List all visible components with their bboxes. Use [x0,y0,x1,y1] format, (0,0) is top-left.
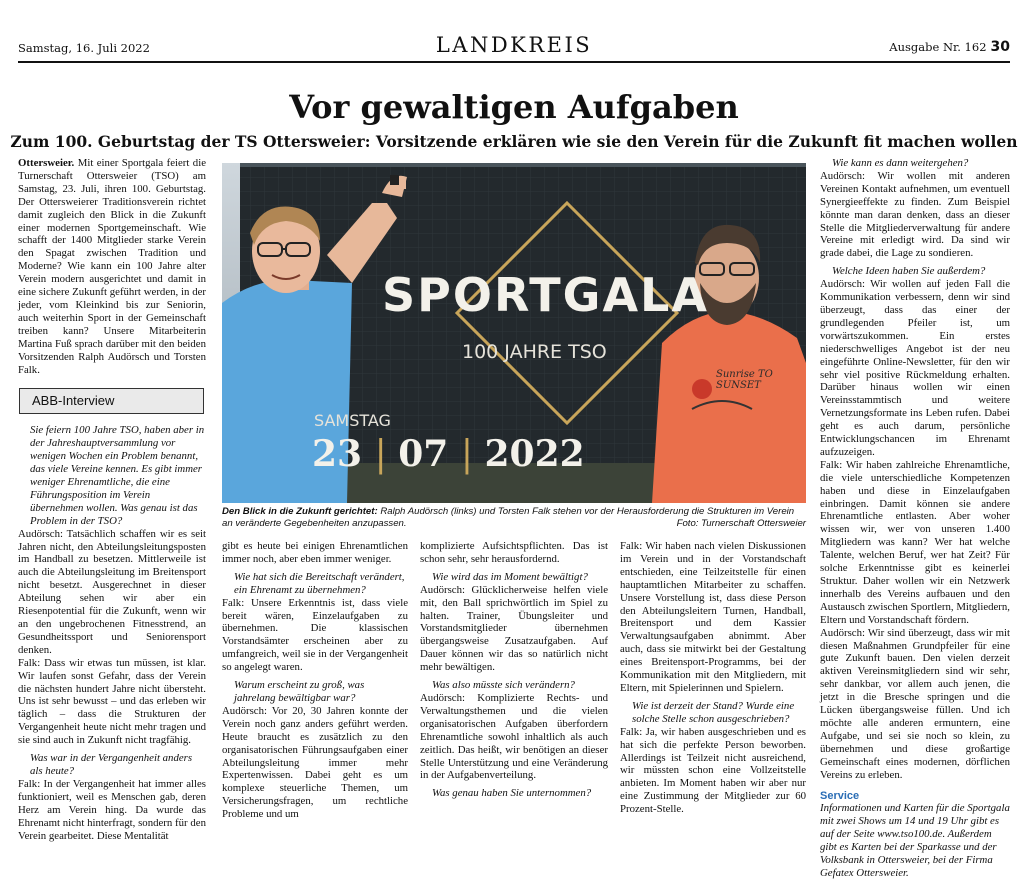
banner-date-month: 07 [398,433,449,475]
article-column-1 [18,157,206,842]
caption-text: Ralph Audörsch (links) und Torsten Falk stehen vor der Herausforderung die Strukturen im Verein an veränderte Gegebenheiten anzupassen. [222,506,795,529]
page-header [18,33,1010,59]
answer: Audörsch: Tatsächlich schaffen wir es seit Jahren nicht, den Abteilungsleitungsposten im Handball zu besetzen. Mittlerweile ist auch die Abteilungsleitung im Breitensport nicht besetzt. Ausgerechnet in dieser Abteilung sehen wir aber ein Riesenpotential für die Zukunft, wenn wir an den ungebrochenen Fitnesstrend, an Gesundheitssport und Seniorensport denken. [18,527,206,656]
answer: Falk: In der Vergangenheit hat immer alles funktioniert, weil es Menschen gab, deren Herz am Verein hing. Da wurde das Ehrenamt nicht hinterfragt, sondern für den Verein gearbeitet. Diese Mentalität [18,777,206,842]
answer: Audörsch: Vor 20, 30 Jahren konnte der Verein noch ganz anders geführt werden. Heute braucht es zusätzlich zu den organisatorischen Führungsaufgaben einer Abteilungsleitung immer mehr Expertenwissen. Dabei geht es um komplexe steuerliche Themen, um Versicherungsfragen, um rechtliche Probleme und um [222,704,408,821]
answer: Falk: Wir haben zahlreiche Ehrenamtliche, die viele unterschiedliche Kompetenzen haben und diese in Einzelaufgaben einbringen. Damit können sie andere Ehrenamtliche entlasten. Aber woher wissen wir, wer von unseren 1.400 Mitgliedern was kann? Wer hat welche Talente, welchen Beruf, wer hat Zeit? Für solche Erkenntnisse gibt es keinerlei Struktur. Daher wollen wir ein Netzwerk innerhalb des Vereins aufbauen und den Austausch zwischen Sportlern, Mitgliedern, Eltern und Vorstandschaft fördern. [820,458,1010,626]
caption-lead: Den Blick in die Zukunft gerichtet: [222,506,378,517]
answer: gibt es heute bei einigen Ehrenamtlichen immer noch, aber eben immer weniger. [222,540,408,565]
article-column-4 [620,540,806,816]
answer: Audörsch: Glücklicherweise helfen viele mit, den Ball sprichwörtlich im Spiel zu halten. Trainer, Übungsleiter und Vorstandsmitglieder übernehmen übergangsweise Zusatzaufgaben. Auf Dauer können wir das so natürlich nicht mehr bewältigen. [420,583,608,674]
issue-number: Ausgabe Nr. 162 [889,40,987,54]
issue-info [889,39,1010,55]
lead-text: Mit einer Sportgala feiert die Turnerschaft Ottersweier (TSO) am Samstag, 23. Juli, ihren 100. Geburtstag. Der Ottersweierer Traditionsverein richtet damit zugleich den Blick in die Zukunft einer modernen Sportgemeinschaft. Wie schafft der 1400 Mitglieder starke Verein den Spagat zwischen Tradition und Moderne? Wie kann ein 100 Jahre alter Verein modern ausgerichtet und damit in eine sichere Zukunft geführt werden, in der jeder, vom Kleinkind bis zur Seniorin, auch weiterhin Sport in der Gemeinschaft treiben kann? Unsere Mitarbeiterin Martina Fuß sprach darüber mit den beiden Vorsitzenden Ralph Audörsch und Torsten Falk. [18,157,206,376]
banner-date-year: 2022 [484,433,585,475]
answer: Falk: Ja, wir haben ausgeschrieben und es hat sich die perfekte Person beworben. Allerdings ist Teilzeit nicht ausreichend, wir müssten schon eine Vollzeitstelle anbieten. Im Moment haben wir aber nur eine Zustimmung der Mitglieder zur 60 Prozent-Stelle. [620,725,806,816]
answer: Falk: Dass wir etwas tun müssen, ist klar. Wir laufen sonst Gefahr, dass der Verein die nächsten hundert Jahre nicht übersteht. Uns ist sehr bewusst – und das erleben wir täglich – dass die Strukturen der Vergangenheit heute nicht mehr tragen und sie sind auch in Zukunft nicht tragfähig. [18,656,206,747]
answer: Falk: Unsere Erkenntnis ist, dass viele bereit wären, Einzelaufgaben zu übernehmen. Die klassischen Vorstandsämter erscheinen aber zu umfangreich, weil sie in der Vergangenheit so angelegt waren. [222,596,408,674]
answer: Audörsch: Komplizierte Rechts- und Verwaltungsthemen und die vielen organisatorischen Aufgaben überfordern Ehrenamtliche sowohl inhaltlich als auch zeitlich. Das heißt, wir benötigen an dieser Stelle Unterstützung und eine Veränderung in der Aufgabenverteilung. [420,691,608,782]
shirt-print: Sunrise TO SUNSET [716,369,773,391]
lead-paragraph [18,157,206,376]
article-column-2 [222,540,408,821]
service-text: Informationen und Karten für die Sportgala mit zwei Shows um 14 und 19 Uhr gibt es auf der Seite www.tso100.de. Außerdem gibt es Karten bei der Sparkasse und der Volksbank in Ottersweier, bei der Firma Gefatex Ottersweier. [820,802,1010,879]
answer: Audörsch: Wir sind überzeugt, dass wir mit diesen Maßnahmen Grundpfeiler für eine gute Zukunft bauen. Den vielen derzeit aktiven Vereinsmitgliedern sind wir sehr, sehr dankbar, vor allem auch jenen, die jetzt in die Bresche springen und die Lücken übergangsweise füllen. Und ich möchte alle anderen ermuntern, eine Aufgabe, und sei sie noch so klein, zu übernehmen und diese großartige Gemeinschaft eines modernen, dörflichen Vereins zu erleben. [820,626,1010,781]
banner-day: SAMSTAG [314,411,391,430]
section-title: LANDKREIS [435,33,593,57]
page-number: 30 [990,39,1010,55]
question: Wie ist derzeit der Stand? Wurde eine solche Stelle schon ausgeschrieben? [632,699,795,725]
question: Sie feiern 100 Jahre TSO, haben aber in der Jahreshauptversammlung vor wenigen Wochen ein Problem benannt, das viele Vereine kennen. Es gibt immer weniger Ehrenamtliche, die eine Führungsposition im Verein übernehmen wollen. Was genau ist das Problem in der TSO? [30,424,205,527]
issue-date: Samstag, 16. Juli 2022 [18,41,150,55]
banner-subtitle: 100 JAHRE TSO [462,341,607,363]
photo-credit: Foto: Turnerschaft Ottersweier [676,517,806,529]
lead-location: Ottersweier. [18,157,75,169]
answer: komplizierte Aufsichtspflichten. Das ist schon sehr, sehr herausfordernd. [420,540,608,565]
service-heading: Service [820,789,860,802]
question: Welche Ideen haben Sie außerdem? [832,265,986,278]
banner-title: SPORTGALA [382,268,709,322]
question: Wie hat sich die Bereitschaft verändert, ein Ehrenamt zu übernehmen? [234,570,405,596]
question: Was war in der Vergangenheit anders als heute? [30,752,193,777]
header-rule [18,61,1010,63]
photo-caption [222,506,806,529]
question: Was genau haben Sie unternommen? [432,787,592,800]
article-column-3 [420,540,608,800]
headline: Vor gewaltigen Aufgaben [289,88,739,126]
banner-date: 23 | 07 | 2022 [312,433,585,475]
interview-label: ABB-Interview [19,388,204,414]
question: Warum erscheint zu groß, was jahrelang bewältigbar war? [234,679,365,704]
answer: Falk: Wir haben nach vielen Diskussionen im Verein und in der Vorstandschaft entschieden, eine Teilzeitstelle für einen hauptamtlichen Mitarbeiter zu schaffen. Unsere Vorstellung ist, dass diese Person den Abteilungsleitern Turnen, Handball, Breitensport und dem Kassier Verwaltungsaufgaben abnimmt. Aber auch, dass sie mitwirkt bei der Gestaltung eines Breitensport-Programms, bei der Kommunikation mit den Mitgliedern, mit Eltern, mit Spielerinnen und Spielern. [620,540,806,694]
question: Wie wird das im Moment bewältigt? [432,570,588,583]
answer: Audörsch: Wir wollen auf jeden Fall die Kommunikation verbessern, denn wir sind überzeugt, dass das einer der grundlegenden Pfeiler ist, um vorwärtszukommen. Ein erstes niederschwelliges Angebot ist der neu eingeführte Online-Newsletter, für den wir sehr viel positive Rückmeldung erhalten. Darüber hinaus wollen wir einen Vereinsstammtisch und weitere Vernetzungsformate ins Leben rufen. Dabei geht es auch darum, persönliche Entwicklungschancen im Ehrenamt aufzuzeigen. [820,278,1010,458]
answer: Audörsch: Wir wollen mit anderen Vereinen Kontakt aufnehmen, um eventuell Synergieeffekte zu finden. Zum Beispiel könnte man daran denken, dass an dieser Stelle die Mitgliederverwaltung für andere Vereine mit erledigt wird. Da sind wir grade dabei, die Lage zu sondieren. [820,169,1010,260]
question: Wie kann es dann weitergehen? [832,157,969,169]
article-photo [222,163,806,503]
subheadline: Zum 100. Geburtstag der TS Ottersweier: Vorsitzende erklären wie sie den Verein für die Zukunft fit machen wollen [10,132,1018,151]
article-column-5 [820,157,1010,879]
banner-date-day: 23 [312,433,363,475]
question: Was also müsste sich verändern? [432,679,575,692]
